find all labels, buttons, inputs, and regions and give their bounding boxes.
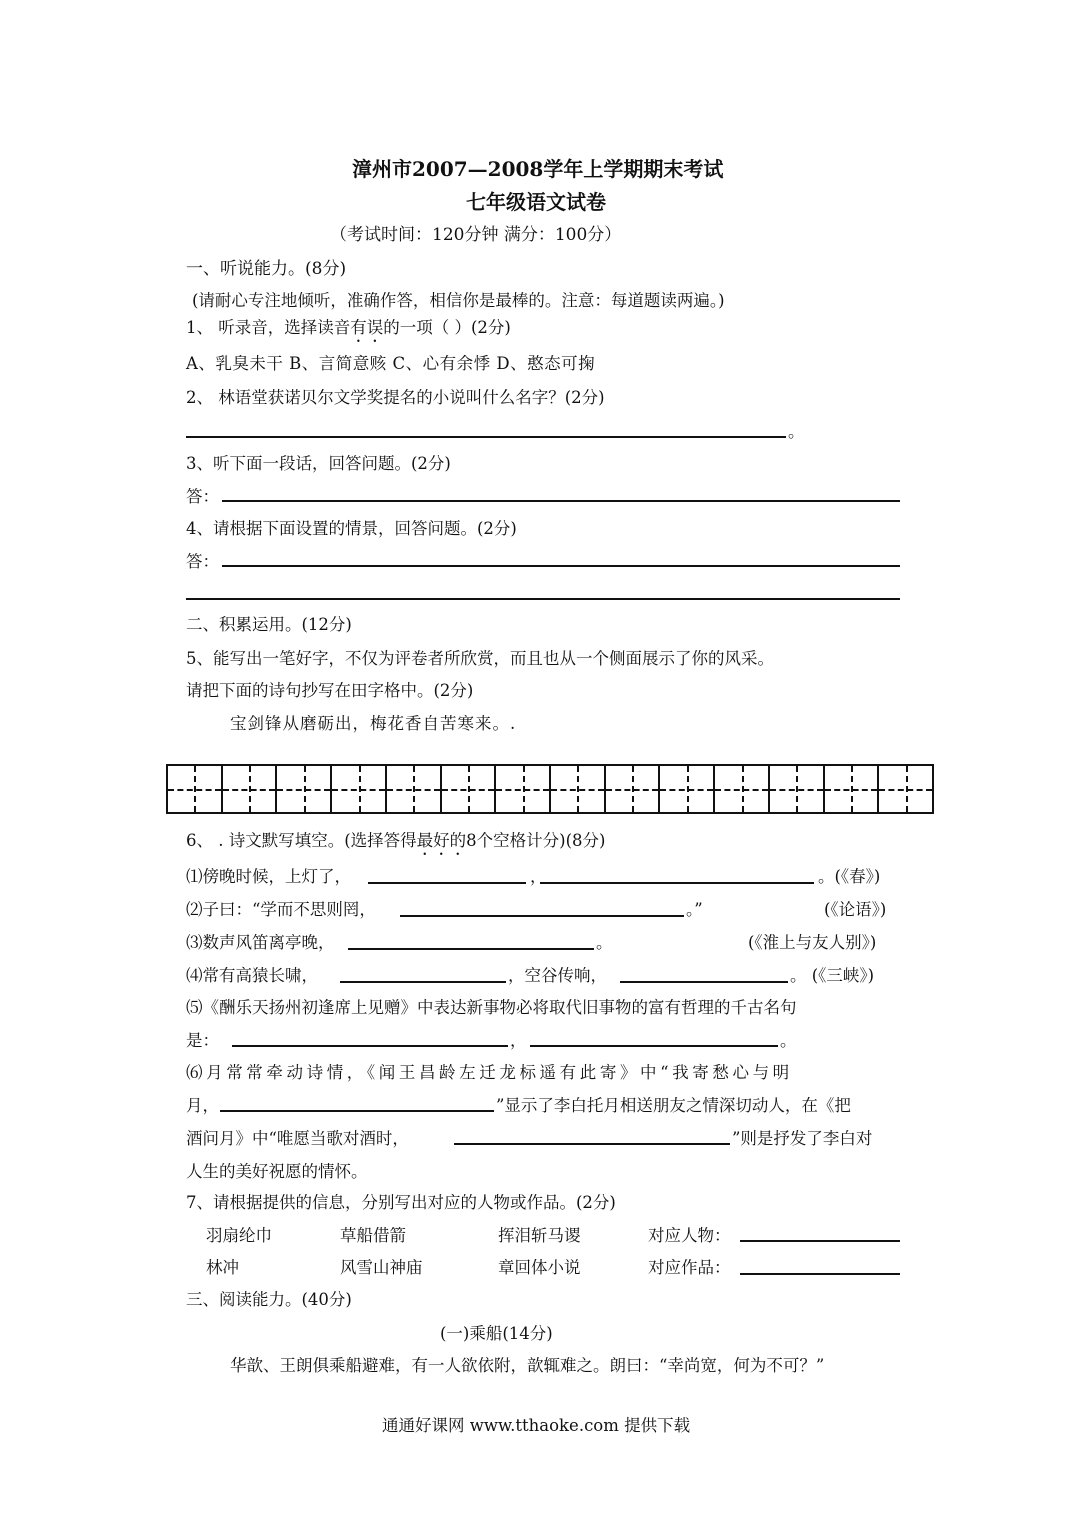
blank-q6-3[interactable]	[348, 948, 594, 950]
answer-line-q4a[interactable]	[222, 565, 900, 567]
section1-note: (请耐心专注地倾听，准确作答，相信你是最棒的。注意：每道题读两遍。)	[192, 291, 725, 310]
section3-heading: 三、阅读能力。(40分)	[186, 1290, 352, 1309]
question-2: 2、 林语堂获诺贝尔文学奖提名的小说叫什么名字？(2分)	[186, 388, 605, 407]
blank-q6-1a[interactable]	[368, 882, 526, 884]
section2-heading: 二、积累运用。(12分)	[186, 615, 352, 634]
q7-r1-c2: 草船借箭	[340, 1226, 406, 1245]
q6-3-end: 。	[596, 933, 613, 952]
question-1-options: A、乳臭未干 B、言简意赅 C、心有余悸 D、憨态可掬	[186, 354, 596, 373]
grid-cell[interactable]	[825, 766, 880, 812]
grid-cell[interactable]	[660, 766, 715, 812]
question-5-line1: 5、能写出一笔好字，不仅为评卷者所欣赏，而且也从一个侧面展示了你的风采。	[186, 649, 774, 668]
q6-3-source: (《淮上与友人别》)	[748, 933, 877, 952]
q7-r1-label: 对应人物：	[648, 1226, 731, 1245]
exam-title: 漳州市2007—2008学年上学期期末考试	[352, 157, 724, 181]
q6-5-label: 是：	[186, 1031, 219, 1050]
q6-6-mid: ”显示了李白托月相送朋友之情深切动人，在《把	[496, 1096, 851, 1115]
question-5-poem: 宝剑锋从磨砺出，梅花香自苦寒来。.	[230, 714, 517, 733]
grid-cell[interactable]	[223, 766, 278, 812]
question-3: 3、听下面一段话，回答问题。(2分)	[186, 454, 451, 473]
q6-1-text: ⑴傍晚时候，上灯了，	[186, 867, 351, 886]
q7-r1-c1: 羽扇纶巾	[206, 1226, 272, 1245]
answer-line-q3[interactable]	[222, 500, 900, 502]
blank-q6-5a[interactable]	[232, 1045, 508, 1047]
q6-2-end: 。”	[686, 900, 703, 919]
grid-cell[interactable]	[168, 766, 223, 812]
q7-r2-c1: 林冲	[206, 1258, 239, 1277]
question-7: 7、请根据提供的信息，分别写出对应的人物或作品。(2分)	[186, 1193, 616, 1212]
q6-4-text: ⑷常有高猿长啸，	[186, 966, 318, 985]
q6-6-label: 月，	[186, 1096, 219, 1115]
reading-subheading: (一)乘船(14分)	[440, 1324, 553, 1343]
blank-q6-1b[interactable]	[540, 882, 814, 884]
answer-line-q4b[interactable]	[186, 598, 900, 600]
grid-cell[interactable]	[332, 766, 387, 812]
blank-q6-4a[interactable]	[340, 981, 506, 983]
grid-cell[interactable]	[606, 766, 661, 812]
q6-6-line3: 酒问月》中“唯愿当歌对酒时，	[186, 1129, 409, 1148]
q6-5-line1: ⑸《酬乐天扬州初逢席上见赠》中表达新事物必将取代旧事物的富有哲理的千古名句	[186, 998, 797, 1017]
blank-q6-5b[interactable]	[530, 1045, 778, 1047]
grid-cell[interactable]	[442, 766, 497, 812]
answer-line-q2[interactable]	[186, 436, 786, 438]
blank-q6-6b[interactable]	[454, 1143, 730, 1145]
blank-q7-person[interactable]	[740, 1240, 900, 1242]
grid-cell[interactable]	[551, 766, 606, 812]
q7-r2-c2: 风雪山神庙	[340, 1258, 423, 1277]
grid-cell[interactable]	[387, 766, 442, 812]
blank-q6-6a[interactable]	[220, 1110, 494, 1112]
blank-q7-work[interactable]	[740, 1273, 900, 1275]
q6-2-source: (《论语》)	[824, 900, 887, 919]
q6-5-end: 。	[780, 1031, 797, 1050]
question-1: 1、 听录音，选择读音有误的一项（ ）(2分)	[186, 318, 511, 337]
q6-1-comma: ，	[530, 867, 547, 886]
footer-credit: 通通好课网 www.tthaoke.com 提供下载	[382, 1416, 691, 1435]
q6-3-text: ⑶数声风笛离亭晚，	[186, 933, 335, 952]
question-6: 6、 . 诗文默写填空。(选择答得最好的8个空格计分)(8分)	[186, 831, 606, 850]
exam-subtitle: 七年级语文试卷	[466, 190, 606, 214]
q6-2-text: ⑵子曰：“学而不思则罔，	[186, 900, 376, 919]
grid-cell[interactable]	[277, 766, 332, 812]
exam-info: （考试时间：120分钟 满分：100分）	[330, 225, 622, 245]
question-4: 4、请根据下面设置的情景，回答问题。(2分)	[186, 519, 517, 538]
q6-4-mid: ，空谷传响，	[508, 966, 607, 985]
q7-r1-c3: 挥泪斩马谡	[498, 1226, 581, 1245]
blank-q6-2[interactable]	[400, 915, 684, 917]
question-2-end: 。	[788, 422, 805, 441]
grid-cell[interactable]	[715, 766, 770, 812]
q6-6-tail: ”则是抒发了李白对	[732, 1129, 873, 1148]
reading-passage: 华歆、王朗俱乘船避难，有一人欲依附，歆辄难之。朗曰：“幸尚宽，何为不可？”	[230, 1356, 825, 1375]
q6-5-comma: ，	[510, 1031, 527, 1050]
question-4-answer-label: 答：	[186, 552, 219, 571]
q7-r2-label: 对应作品：	[648, 1258, 731, 1277]
question-3-answer-label: 答：	[186, 487, 219, 506]
q7-r2-c3: 章回体小说	[498, 1258, 581, 1277]
q6-1-source: 。(《春》)	[818, 867, 881, 886]
section1-heading: 一、听说能力。(8分)	[186, 259, 347, 279]
question-5-line2: 请把下面的诗句抄写在田字格中。(2分)	[186, 681, 474, 700]
blank-q6-4b[interactable]	[620, 981, 788, 983]
q6-6-line4: 人生的美好祝愿的情怀。	[186, 1162, 368, 1181]
grid-cell[interactable]	[879, 766, 932, 812]
grid-cell[interactable]	[770, 766, 825, 812]
q6-6-line1: ⑹月常常牵动诗情，《闻王昌龄左迁龙标遥有此寄》中“我寄愁心与明	[186, 1063, 793, 1082]
tianzige-writing-grid[interactable]	[166, 764, 934, 814]
grid-cell[interactable]	[496, 766, 551, 812]
q6-4-source: 。 (《三峡》)	[790, 966, 875, 985]
